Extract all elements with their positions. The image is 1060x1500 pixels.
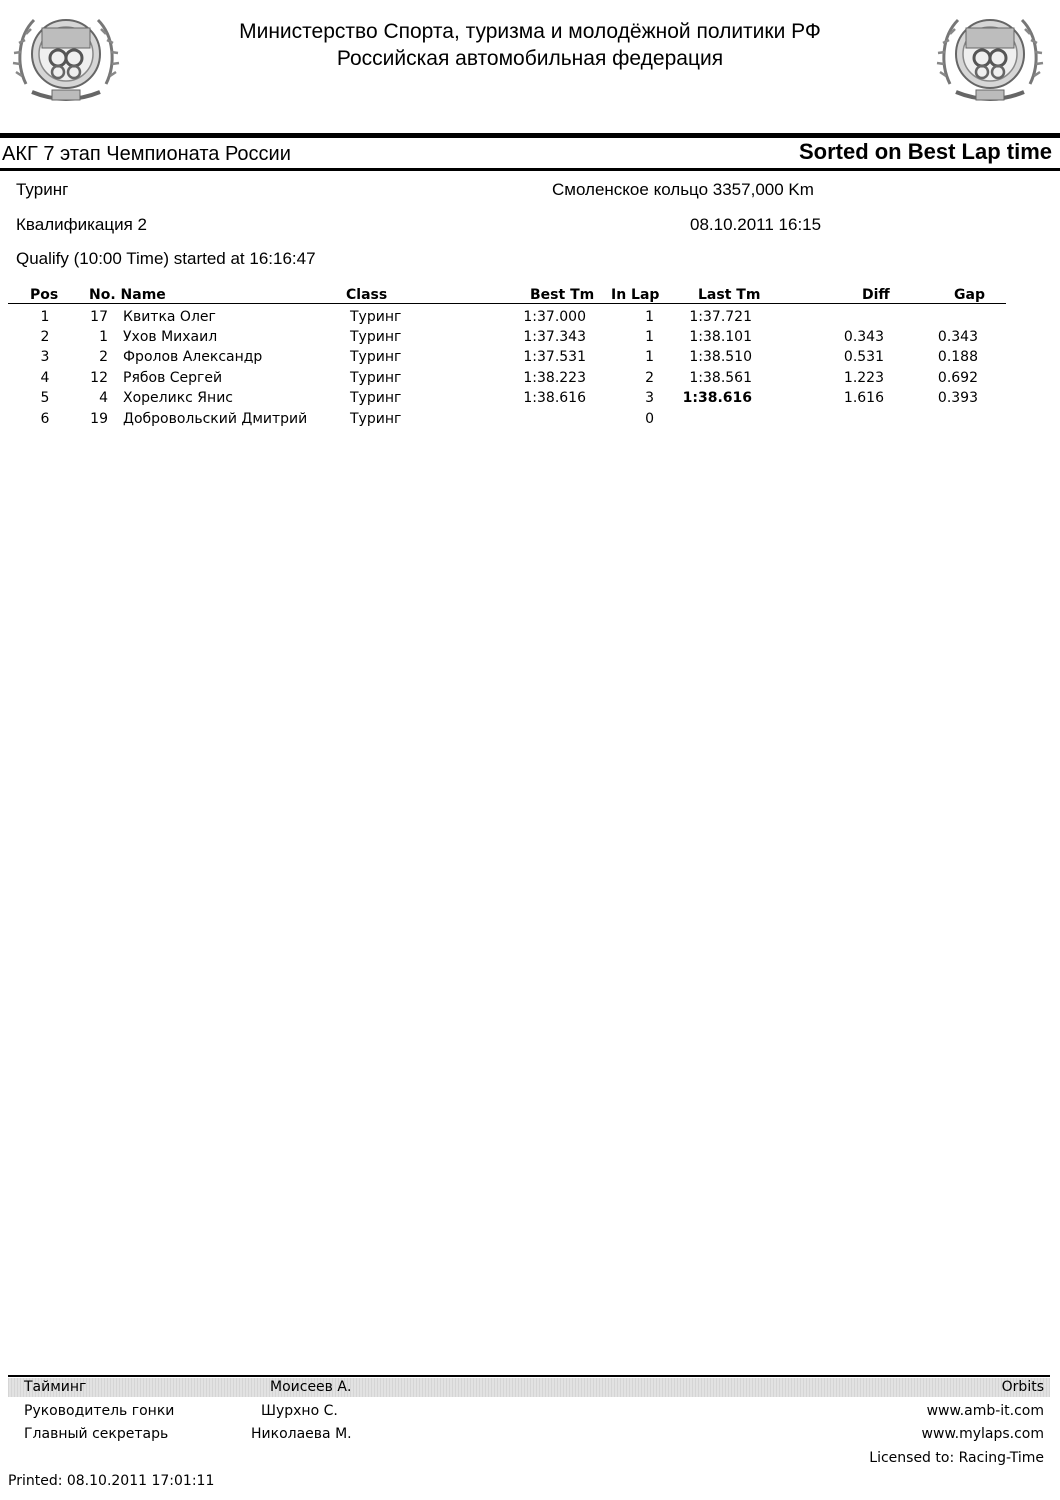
footer-role-secretary: Главный секретарь	[24, 1426, 169, 1442]
organization-name: Министерство Спорта, туризма и молодёжной политики РФ	[239, 20, 821, 43]
cell-name: Ухов Михаил	[123, 329, 218, 345]
cell-number: 17	[90, 309, 108, 325]
cell-in-lap: 1	[645, 309, 654, 325]
cell-best-time: 1:37.531	[523, 349, 586, 365]
cell-name: Фролов Александр	[123, 349, 263, 365]
cell-best-time: 1:38.616	[523, 390, 586, 406]
cell-class: Туринг	[350, 370, 402, 386]
cell-name: Хореликс Янис	[123, 390, 233, 406]
cell-last-time: 1:37.721	[689, 309, 752, 325]
cell-number: 19	[90, 411, 108, 427]
footer-person-director: Шурхно С.	[261, 1403, 338, 1419]
cell-diff: 1.616	[843, 390, 884, 406]
cell-last-time: 1:38.561	[689, 370, 752, 386]
cell-number: 4	[99, 390, 108, 406]
sort-label: Sorted on Best Lap time	[798, 139, 1052, 164]
header-in-lap: In Lap	[611, 287, 660, 303]
table-row	[0, 349, 1060, 369]
cell-pos: 6	[40, 411, 50, 427]
header-best-time: Best Tm	[530, 287, 595, 303]
header-gap: Gap	[954, 287, 985, 303]
cell-in-lap: 0	[645, 411, 654, 427]
cell-number: 1	[99, 329, 108, 345]
event-title: АКГ 7 этап Чемпионата России	[2, 143, 291, 165]
session-name: Квалификация 2	[16, 215, 147, 234]
footer-license: Licensed to: Racing-Time	[869, 1450, 1044, 1466]
cell-in-lap: 3	[645, 390, 654, 406]
cell-pos: 5	[40, 390, 50, 406]
footer-person-secretary: Николаева М.	[251, 1426, 352, 1442]
cell-best-time: 1:37.343	[523, 329, 586, 345]
cell-gap: 0.393	[937, 390, 978, 406]
cell-class: Туринг	[350, 349, 402, 365]
cell-pos: 1	[40, 309, 50, 325]
cell-name: Рябов Сергей	[123, 370, 223, 386]
cell-name: Квитка Олег	[123, 309, 216, 325]
header-diff: Diff	[862, 287, 890, 303]
cell-in-lap: 1	[645, 349, 654, 365]
header-pos: Pos	[30, 287, 59, 303]
footer-role-timing: Тайминг	[24, 1379, 87, 1395]
track-name: Смоленское кольцо 3357,000 Km	[552, 180, 814, 199]
cell-name: Добровольский Дмитрий	[123, 411, 308, 427]
header-divider	[0, 133, 1060, 138]
cell-number: 12	[90, 370, 108, 386]
cell-best-time: 1:37.000	[523, 309, 586, 325]
cell-diff: 0.531	[843, 349, 884, 365]
footer-software: Orbits	[1001, 1379, 1044, 1395]
table-row	[0, 329, 1060, 349]
cell-diff: 0.343	[843, 329, 884, 345]
header-no-name: No. Name	[89, 287, 166, 303]
cell-pos: 4	[40, 370, 50, 386]
footer-role-director: Руководитель гонки	[24, 1403, 175, 1419]
header-class: Class	[346, 287, 388, 303]
table-row	[0, 411, 1060, 431]
cell-pos: 2	[40, 329, 50, 345]
cell-class: Туринг	[350, 390, 402, 406]
cell-diff: 1.223	[843, 370, 884, 386]
footer-link-amb[interactable]: www.amb-it.com	[926, 1403, 1044, 1419]
cell-last-time: 1:38.510	[689, 349, 752, 365]
cell-last-time: 1:38.101	[689, 329, 752, 345]
table-row	[0, 309, 1060, 329]
cell-last-time: 1:38.616	[682, 390, 752, 406]
cell-gap: 0.188	[937, 349, 978, 365]
footer-band	[8, 1378, 1050, 1397]
title-divider	[0, 168, 1060, 171]
session-datetime: 08.10.2011 16:15	[690, 215, 822, 234]
session-start: Qualify (10:00 Time) started at 16:16:47	[16, 249, 316, 268]
cell-number: 2	[99, 349, 108, 365]
header-last-time: Last Tm	[698, 287, 761, 303]
cell-best-time: 1:38.223	[523, 370, 586, 386]
footer-person-timing: Моисеев А.	[270, 1379, 352, 1395]
table-header-rule	[8, 303, 1006, 304]
footer-divider	[8, 1375, 1050, 1377]
cell-class: Туринг	[350, 411, 402, 427]
cell-gap: 0.343	[937, 329, 978, 345]
footer-link-mylaps[interactable]: www.mylaps.com	[921, 1426, 1044, 1442]
race-class: Туринг	[16, 180, 69, 199]
table-row	[0, 370, 1060, 390]
cell-class: Туринг	[350, 309, 402, 325]
footer-printed: Printed: 08.10.2011 17:01:11	[8, 1473, 215, 1489]
cell-class: Туринг	[350, 329, 402, 345]
federation-name: Российская автомобильная федерация	[336, 47, 724, 70]
cell-gap: 0.692	[937, 370, 978, 386]
cell-in-lap: 1	[645, 329, 654, 345]
cell-pos: 3	[40, 349, 50, 365]
table-row	[0, 390, 1060, 410]
cell-in-lap: 2	[645, 370, 654, 386]
